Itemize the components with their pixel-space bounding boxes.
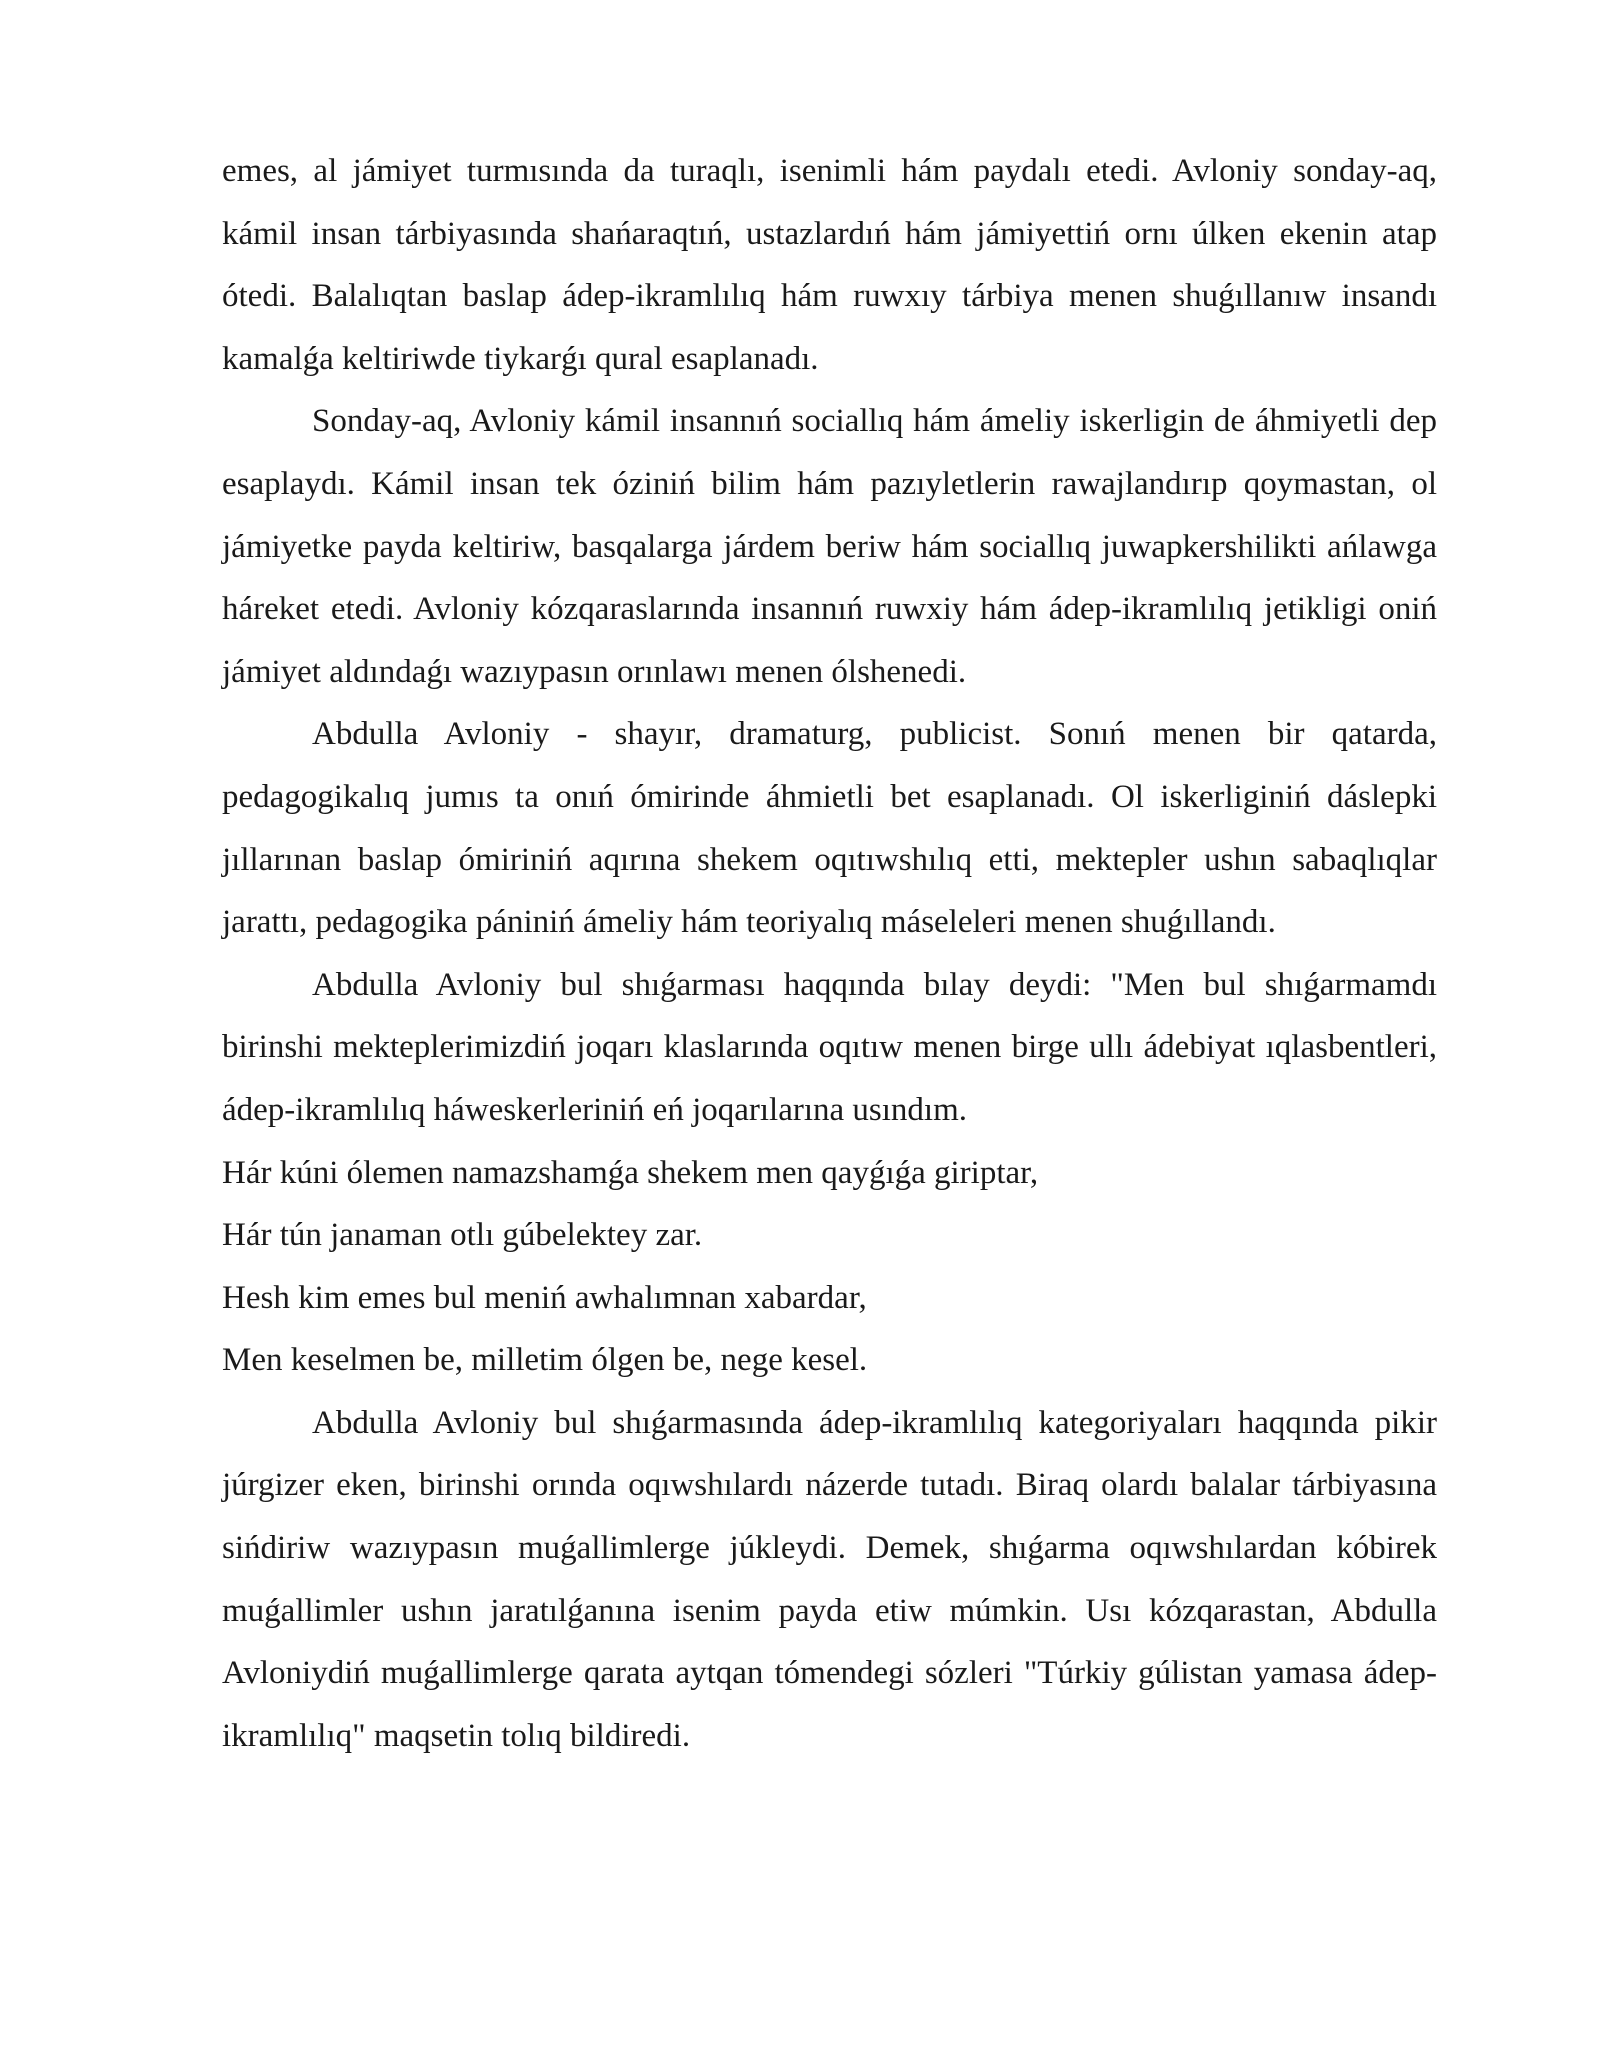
- verse-line-1: Hár kúni ólemen namazshamǵa shekem men qayǵıǵa giriptar,: [222, 1154, 1039, 1191]
- paragraph-author-quote: Abdulla Avloniy bul shıǵarması haqqında bılay deydi: "Men bul shıǵarmamdı birinshi mekteplerimizdiń joqarı klaslarında oqıtıw menen birge ullı ádebiyat ıqlasbentleri, ádep-ikramlılıq háweskerleriniń eń joqarılarına usındım.: [222, 966, 1437, 1128]
- paragraph-continuation: emes, al jámiyet turmısında da turaqlı, isenimli hám paydalı etedi. Avloniy sonday-aq, kámil insan tárbiyasında shańaraqtıń, ustazlardıń hám jámiyettiń ornı úlken ekenin atap ótedi. Balalıqtan baslap ádep-ikramlılıq hám ruwxıy tárbiya menen shuǵıllanıw insandı kamalǵa keltiriwde tiykarǵı qural esaplanadı.: [222, 153, 1437, 377]
- paragraph-social-activity: Sonday-aq, Avloniy kámil insannıń sociallıq hám ámeliy iskerligin de áhmiyetli dep esaplaydı. Kámil insan tek óziniń bilim hám pazıyletlerin rawajlandırıp qoymastan, ol jámiyetke payda keltiriw, basqalarga járdem beriw hám sociallıq juwapkershilikti ańlawga háreket etedi. Avloniy kózqaraslarında insannıń ruwxiy hám ádep-ikramlılıq jetikligi oniń jámiyet aldındaǵı wazıypasın orınlawı menen ólshenedi.: [222, 403, 1437, 690]
- verse-line-2: Hár tún janaman otlı gúbelektey zar.: [222, 1217, 703, 1254]
- document-page: [222, 140, 1437, 1767]
- verse-line-4: Men keselmen be, milletim ólgen be, nege kesel.: [222, 1342, 868, 1379]
- verse-block: [222, 1142, 1437, 1392]
- paragraph-closing: Abdulla Avloniy bul shıǵarmasında ádep-ikramlılıq kategoriyaları haqqında pikir júrgizer eken, birinshi orında oqıwshılardı názerde tutadı. Biraq olardı balalar tárbiyasına sińdiriw wazıypasın muǵallimlerge júkleydi. Demek, shıǵarma oqıwshılardan kóbirek muǵallimler ushın jaratılǵanına isenim payda etiw múmkin. Usı kózqarastan, Abdulla Avloniydiń muǵallimlerge qarata aytqan tómendegi sózleri "Túrkiy gúlistan yamasa ádep-ikramlılıq" maqsetin tolıq bildiredi.: [222, 1404, 1437, 1754]
- paragraph-biography: Abdulla Avloniy - shayır, dramaturg, publicist. Sonıń menen bir qatarda, pedagogikalıq jumıs ta onıń ómirinde áhmietli bet esaplanadı. Ol iskerliginiń dáslepki jıllarınan baslap ómiriniń aqırına shekem oqıtıwshılıq etti, mektepler ushın sabaqlıqlar jarattı, pedagogika pániniń ámeliy hám teoriyalıq máseleleri menen shuǵıllandı.: [222, 716, 1437, 941]
- verse-line-3: Hesh kim emes bul meniń awhalımnan xabardar,: [222, 1279, 867, 1316]
